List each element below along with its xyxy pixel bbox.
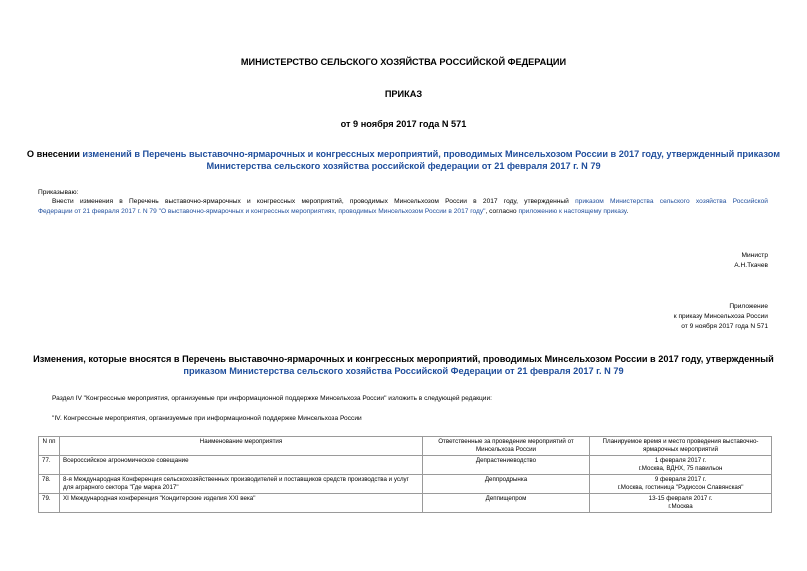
signature-block (734, 251, 768, 271)
col-header-time-place: Планируемое время и место проведения выставочно-ярмарочных мероприятий (590, 437, 772, 456)
row-responsible: Деппродрынка (423, 475, 590, 494)
row-time-place (590, 494, 772, 513)
table-row (39, 475, 772, 494)
ministry-heading: МИНИСТЕРСТВО СЕЛЬСКОГО ХОЗЯЙСТВА РОССИЙСКОЙ ФЕДЕРАЦИИ (240, 57, 567, 67)
row-time-place (590, 475, 772, 494)
row-date: 1 февраля 2017 г. (654, 457, 707, 464)
changes-intro: Раздел IV "Конгрессные мероприятия, организуемые при информационной поддержке Минсельхоза России" изложить в следующей редакции: (52, 395, 492, 402)
signature-position: Министр (741, 252, 768, 259)
doc-date-number: от 9 ноября 2017 года N 571 (340, 119, 467, 129)
row-place: г.Москва, ВДНХ, 75 павильон (638, 465, 723, 472)
row-number: 77. (39, 456, 60, 475)
paragraph-link-order[interactable]: приказом Министерства сельского хозяйства Российской (575, 198, 768, 205)
row-name: XI Международная конференция "Кондитерские изделия XXI века" (60, 494, 423, 513)
doc-type-heading: ПРИКАЗ (384, 89, 423, 99)
appendix-note (674, 302, 768, 332)
table-row (39, 456, 772, 475)
row-number: 78. (39, 475, 60, 494)
appendix-line2: к приказу Минсельхоза России (673, 313, 768, 320)
paragraph-end: . (626, 208, 629, 215)
signature-name: А.Н.Ткачев (734, 262, 768, 269)
row-name: Всероссийское агрономическое совещание (60, 456, 423, 475)
table-header-row (39, 437, 772, 456)
col-header-name: Наименование мероприятия (60, 437, 423, 456)
changes-title-link[interactable]: приказом Министерства сельского хозяйства Российской Федерации от 21 февраля 2017 г. N 79 (183, 366, 624, 376)
appendix-line1: Приложение (729, 303, 768, 310)
row-date: 9 февраля 2017 г. (654, 476, 707, 483)
table-row (39, 494, 772, 513)
order-title (0, 148, 807, 172)
row-place: г.Москва (668, 503, 693, 510)
changes-title-line1: Изменения, которые вносятся в Перечень выставочно-ярмарочных и конгрессных мероприятий, проводимых Минсельхозом России в 2017 году, утвержденный (33, 354, 774, 364)
row-time-place (590, 456, 772, 475)
title-link-line1[interactable]: изменений в Перечень выставочно-ярмарочных и конгрессных мероприятий, проводимых Минсельхозом России в 2017 году, утвержденный приказом (82, 149, 781, 159)
paragraph-mid: , согласно (485, 208, 519, 215)
section-heading: "IV. Конгрессные мероприятия, организуемые при информационной поддержке Минсельхоза России (52, 415, 362, 422)
paragraph-link-appendix[interactable]: приложению к настоящему приказу (518, 208, 627, 215)
row-place: г.Москва, гостиница "Рэдиссон Славянская" (617, 484, 744, 491)
row-name: 8-я Международная Конференция сельскохозяйственных производителей и поставщиков средств производства и услуг для аграрного сектора "Где марка 2017" (60, 475, 423, 494)
title-link-line2[interactable]: Министерства сельского хозяйства российской федерации от 21 февраля 2017 г. N 79 (206, 161, 601, 171)
row-number: 79. (39, 494, 60, 513)
row-responsible: Депрастениеводство (423, 456, 590, 475)
col-header-responsible: Ответственные за проведение мероприятий от Минсельхоза России (423, 437, 590, 456)
order-word: Приказываю: (38, 189, 79, 196)
changes-title (0, 353, 807, 377)
order-paragraph (38, 197, 768, 217)
title-prefix: О внесении (26, 149, 83, 159)
col-header-number: N пп (39, 437, 60, 456)
paragraph-link-order-cont[interactable]: Федерации от 21 февраля 2017 г. N 79 "О выставочно-ярмарочных и конгрессных мероприятиях, проводимых Минсельхозом России в 2017 году" (38, 208, 486, 215)
events-table (38, 436, 772, 513)
row-responsible: Деппищепром (423, 494, 590, 513)
row-date: 13-15 февраля 2017 г. (648, 495, 713, 502)
appendix-line3: от 9 ноября 2017 года N 571 (681, 323, 768, 330)
paragraph-start: Внести изменения в Перечень выставочно-ярмарочных и конгрессных мероприятий, проводимых Минсельхозом России в 2017 году, утвержденный (52, 198, 569, 205)
